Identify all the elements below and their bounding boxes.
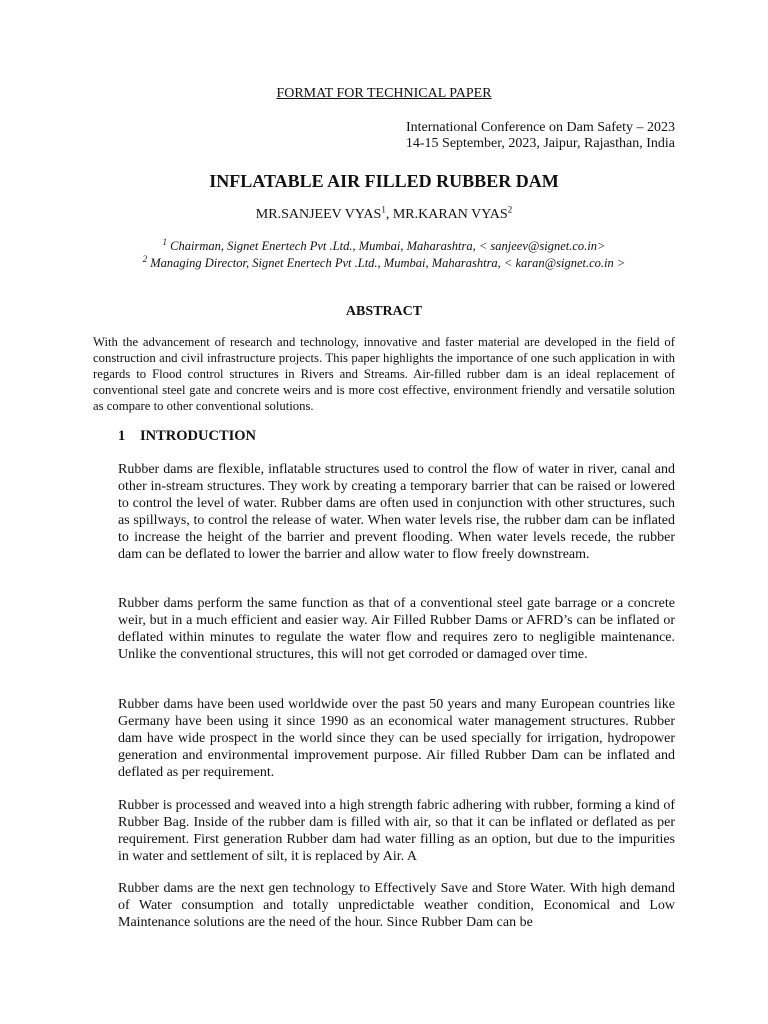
body-paragraph: Rubber dams are the next gen technology to Effectively Save and Store Water. With high demand of Water consumption and totally unpredictable weather condition, Economical and Low Maintenance solutions are the need of the hour. Since Rubber Dam can be — [118, 881, 675, 930]
section-title: INTRODUCTION — [140, 428, 257, 444]
author-superscript: 2 — [507, 204, 513, 215]
author-superscript: 1 — [381, 204, 386, 215]
body-paragraph: Rubber dams have been used worldwide over the past 50 years and many European countries like Germany have been using it since 1990 as an economical water management structures. Rubber dam have wide prospect in the world since they can be used specially for irrigation, hydropower generation and environmental improvement purpose. Air filled Rubber Dam can be inflated and deflated as per requirement. — [118, 697, 675, 780]
affiliation-line — [0, 238, 768, 255]
affiliation-line — [0, 255, 768, 272]
paper-title: INFLATABLE AIR FILLED RUBBER DAM — [209, 171, 559, 191]
affiliation-superscript: 2 — [142, 253, 148, 264]
body-paragraph: Rubber dams perform the same function as that of a conventional steel gate barrage or a concrete weir, but in a much efficient and easier way. Air Filled Rubber Dams or AFRD’s can be inflated or deflated within minutes to regulate the water flow and requires zero to negligible maintenance. Unlike the conventional structures, this will not get corroded or damaged over time. — [118, 596, 675, 662]
body-paragraph: Rubber is processed and weaved into a high strength fabric adhering with rubber, forming a kind of Rubber Bag. Inside of the rubber dam is filled with air, so that it can be inflated or deflated as per requirement. First generation Rubber dam had water filling as an option, but due to the impurities in water and settlement of silt, it is replaced by Air. A — [118, 798, 675, 864]
format-label: FORMAT FOR TECHNICAL PAPER — [276, 86, 492, 101]
affiliation-superscript: 1 — [162, 236, 168, 247]
body-paragraph: Rubber dams are flexible, inflatable structures used to control the flow of water in river, canal and other in-stream structures. They work by creating a temporary barrier that can be raised or lowered to control the level of water. Rubber dams are often used in conjunction with other structures, such as spillways, to control the release of water. When water levels rise, the rubber dam can be inflated to increase the height of the barrier and prevent flooding. When water levels recede, the rubber dam can be deflated to lower the barrier and allow water to flow freely downstream. — [118, 462, 675, 562]
section-number: 1 — [118, 428, 126, 444]
author-line — [0, 204, 768, 223]
abstract-text: With the advancement of research and technology, innovative and faster material are developed in the field of construction and civil infrastructure projects. This paper highlights the importance of one such application in with regards to Flood control structures in Rivers and Streams. Air-filled rubber dam is an ideal replacement of conventional steel gate and concrete weirs and is more cost effective, environment friendly and versatile solution as compare to other conventional solutions. — [93, 335, 675, 413]
conference-date-venue: 14-15 September, 2023, Jaipur, Rajasthan, India — [405, 136, 675, 151]
author-name: MR.SANJEEV VYAS — [255, 207, 382, 222]
section-heading — [118, 428, 256, 445]
affiliation-text: Managing Director, Signet Enertech Pvt .Ltd., Mumbai, Maharashtra, < karan@signet.co.in > — [150, 256, 626, 270]
author-separator: , — [385, 207, 393, 222]
abstract-heading: ABSTRACT — [345, 304, 423, 319]
affiliation-text: Chairman, Signet Enertech Pvt .Ltd., Mumbai, Maharashtra, < sanjeev@signet.co.in> — [170, 239, 606, 253]
author-name: MR.KARAN VYAS — [392, 207, 508, 222]
conference-name: International Conference on Dam Safety – 2023 — [405, 120, 675, 135]
